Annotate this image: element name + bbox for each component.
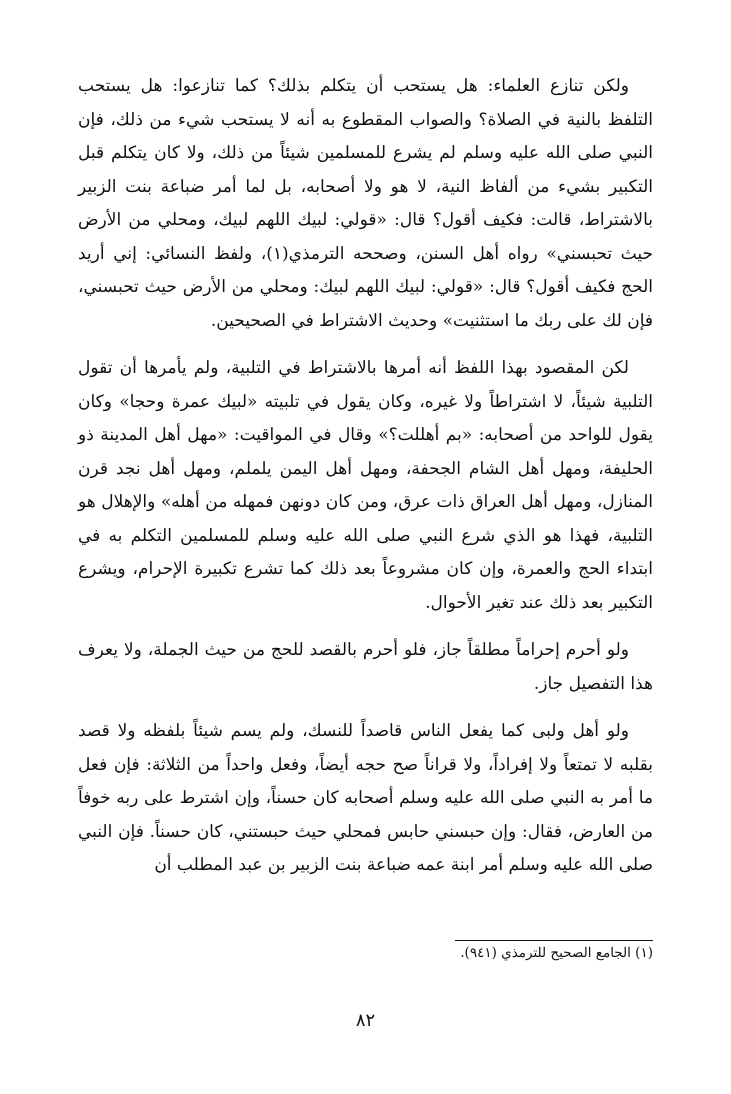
paragraph-2: لكن المقصود بهذا اللفظ أنه أمرها بالاشتراط في التلبية، ولم يأمرها أن تقول التلبية شيئاً، لا اشتراطاً ولا غيره، وكان يقول في تلبيته «لبيك عمرة وحجا» وكان يقول للواحد من أصحابه: «بم أهللت؟» وقال في المواقيت: «مهل أهل المدينة ذو الحليفة، ومهل أهل الشام الجحفة، ومهل أهل اليمن يلملم، ومهل أهل نجد قرن المنازل، ومهل أهل العراق ذات عرق، ومن كان دونهن فمهله من أهله» والإهلال هو التلبية، فهذا هو الذي شرع النبي صلى الله عليه وسلم للمسلمين التكلم به في ابتداء الحج والعمرة، وإن كان مشروعاً بعد ذلك كما تشرع تكبيرة الإحرام، ويشرع التكبير بعد ذلك عند تغير الأحوال. bbox=[78, 358, 653, 613]
paragraph-4: ولو أهل ولبى كما يفعل الناس قاصداً للنسك، ولم يسم شيئاً بلفظه ولا قصد بقلبه لا تمتعاً ولا إفراداً، ولا قراناً صح حجه أيضاً، وفعل واحداً من الثلاثة: فإن فعل ما أمر به النبي صلى الله عليه وسلم أصحابه كان حسناً، وإن اشترط على ربه خوفاً من العارض، فقال: وإن حبسني حابس فمحلي حيث حبستني، كان حسناً. فإن النبي صلى الله عليه وسلم أمر ابنة عمه ضباعة بنت الزبير بن عبد المطلب أن bbox=[78, 721, 653, 875]
footnote: (١) الجامع الصحيح للترمذي (٩٤١). bbox=[460, 945, 653, 961]
paragraph-1: ولكن تنازع العلماء: هل يستحب أن يتكلم بذلك؟ كما تنازعوا: هل يستحب التلفظ بالنية في الصلاة؟ والصواب المقطوع به أنه لا يستحب شيء من ذلك، فإن النبي صلى الله عليه وسلم لم يشرع للمسلمين شيئاً من ذلك، ولا كان يتكلم قبل التكبير بشيء من ألفاظ النية، لا هو ولا أصحابه، بل لما أمر ضباعة بنت الزبير بالاشتراط، قالت: فكيف أقول؟ قال: «قولي: لبيك اللهم لبيك، ومحلي من الأرض حيث تحبسني» رواه أهل السنن، وصححه الترمذي(١)، ولفظ النسائي: إني أريد الحج فكيف أقول؟ قال: «قولي: لبيك اللهم لبيك: ومحلي من الأرض حيث تحبسني، فإن لك على ربك ما استثنيت» وحديث الاشتراط في الصحيحين. bbox=[78, 76, 654, 331]
page-number: ٨٢ bbox=[355, 1010, 376, 1031]
page-body bbox=[78, 70, 653, 883]
paragraph-3: ولو أحرم إحراماً مطلقاً جاز، فلو أحرم بالقصد للحج من حيث الجملة، ولا يعرف هذا التفصيل جاز. bbox=[78, 640, 653, 694]
footnote-divider bbox=[455, 940, 653, 941]
